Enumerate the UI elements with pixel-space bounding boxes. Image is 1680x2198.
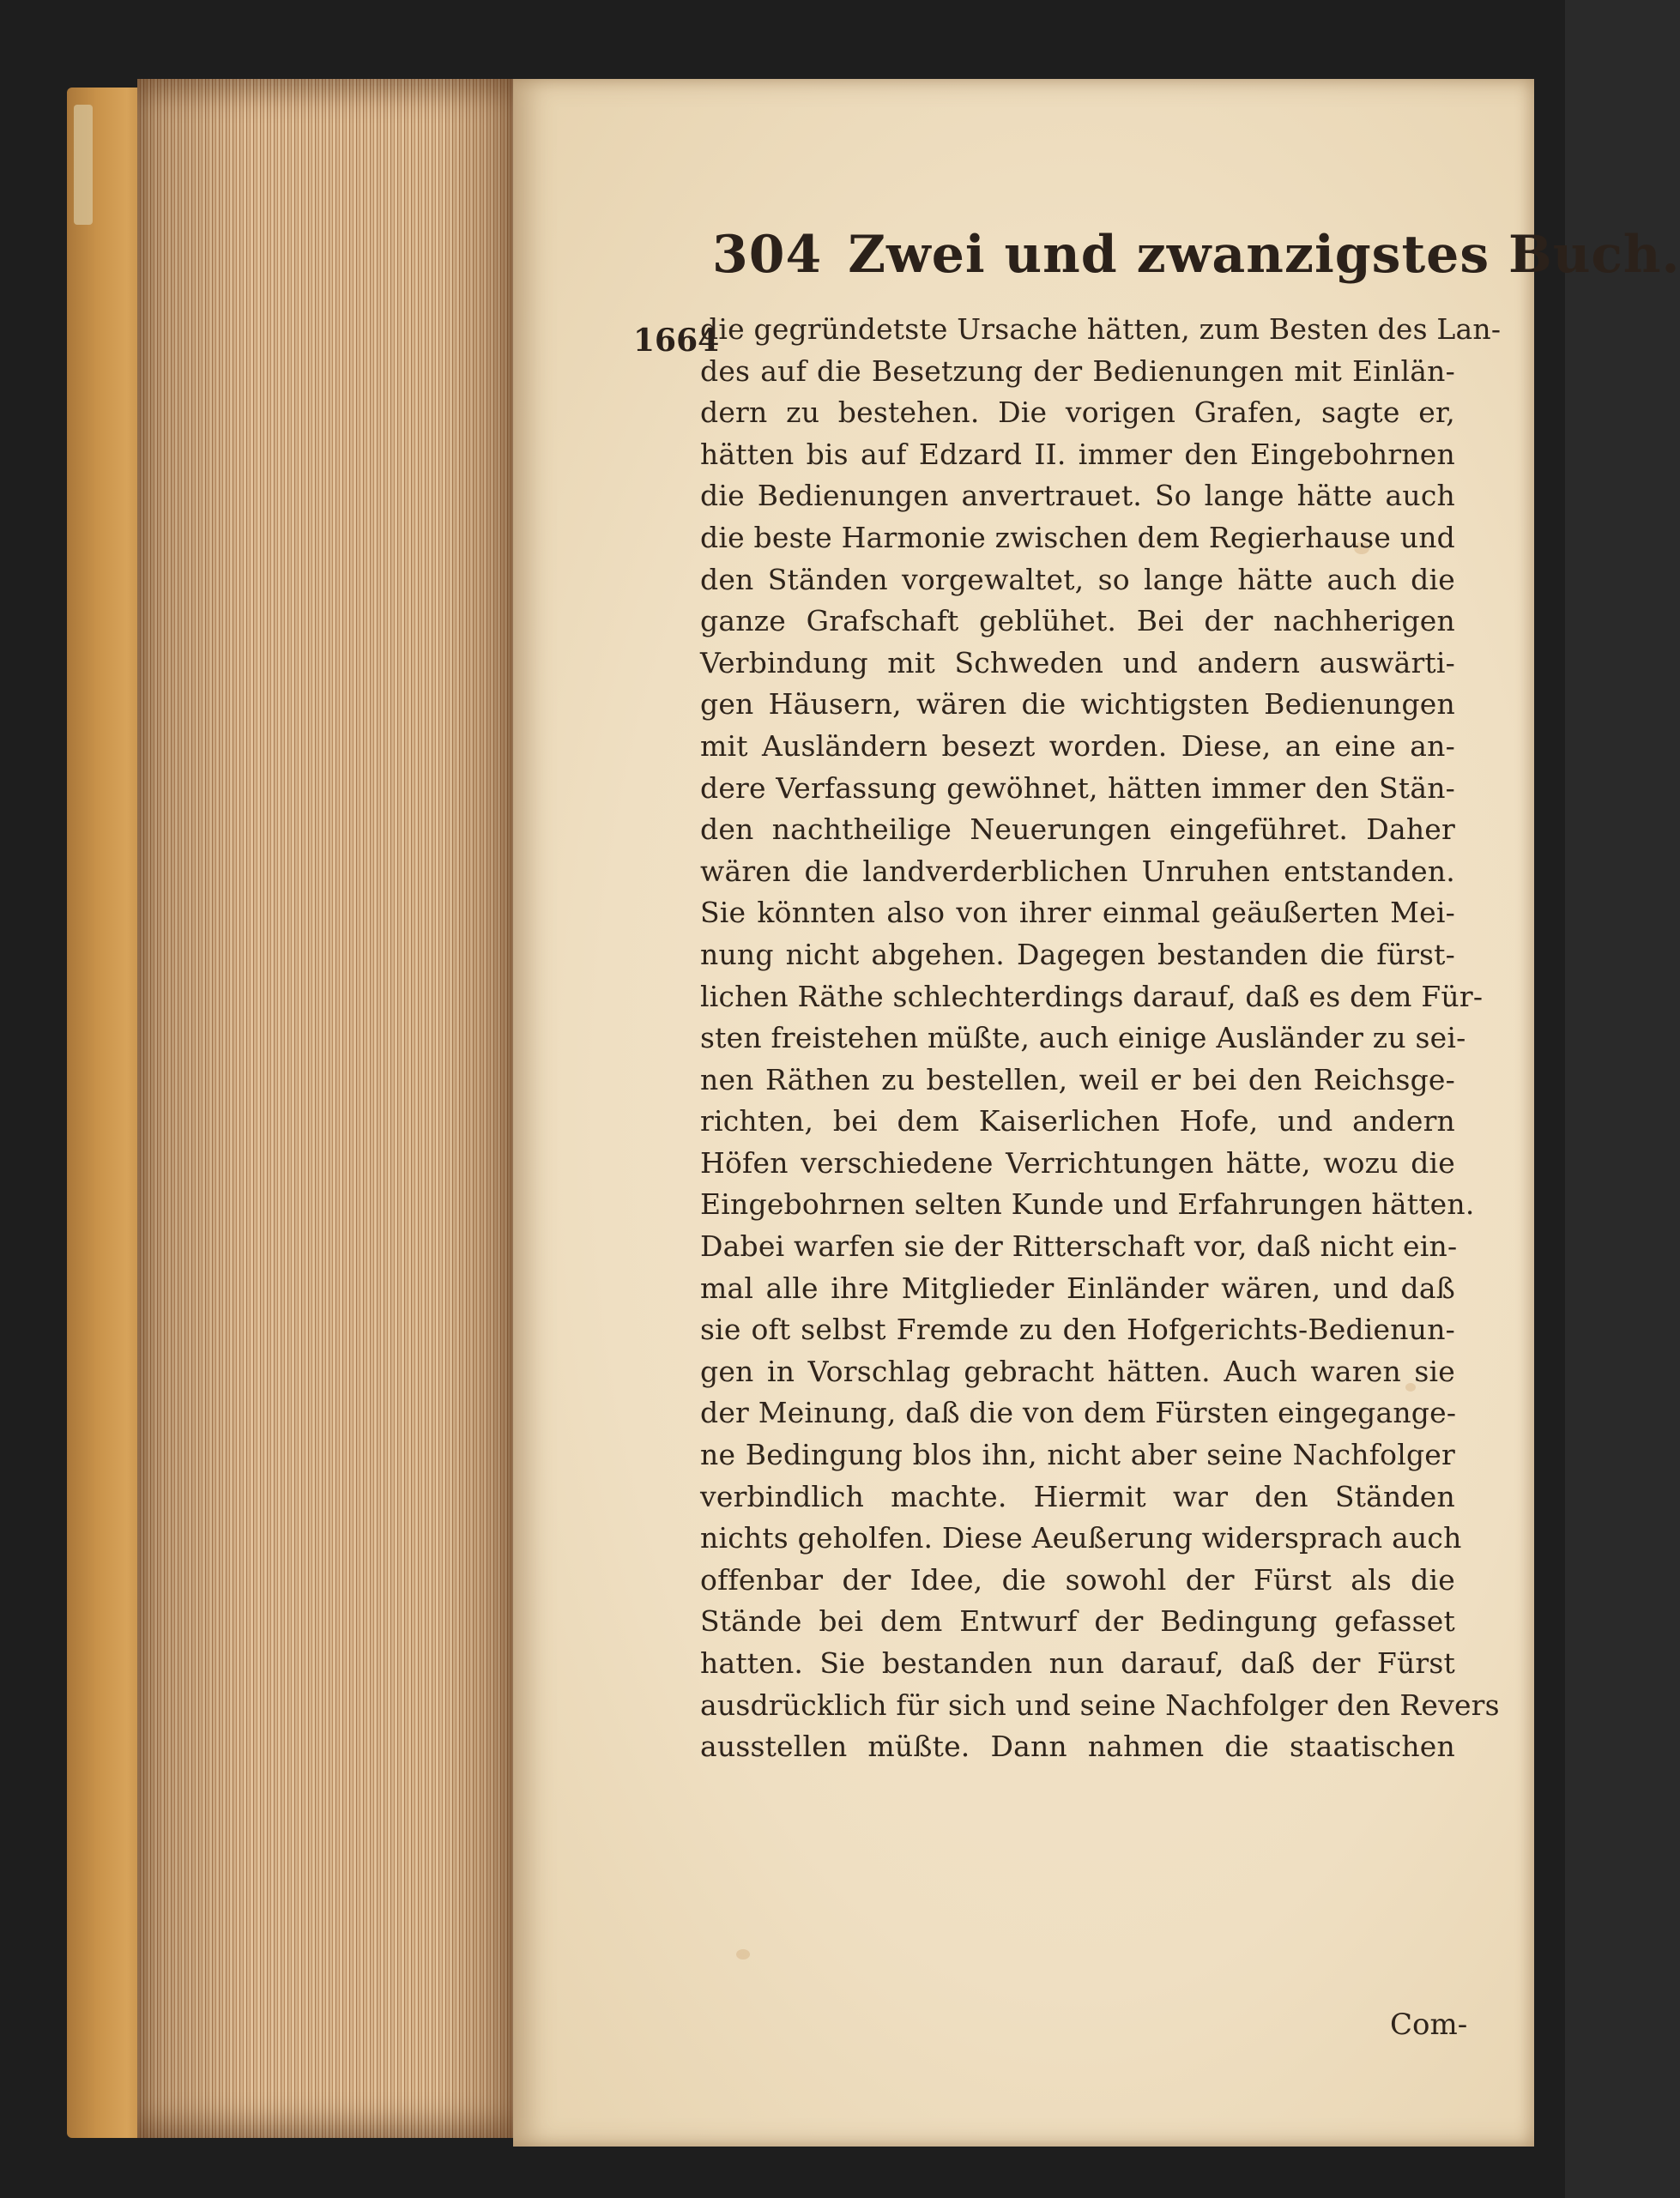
text-line: hatten. Sie bestanden nun darauf, daß der Fürst [700, 1646, 1455, 1680]
text-line: lichen Räthe schlechterdings darauf, daß es dem Für- [700, 979, 1484, 1013]
text-line: sie oft selbst Fremde zu den Hofgerichts-Bedienun- [700, 1313, 1455, 1347]
text-line: gen Häusern, wären die wichtigsten Bedienungen [700, 687, 1455, 722]
text-line: verbindlich machte. Hiermit war den Ständen [700, 1479, 1455, 1513]
text-line: der Meinung, daß die von dem Fürsten eingegange- [700, 1396, 1457, 1430]
body-text [700, 309, 1502, 1768]
page-fore-edge-shadow [137, 79, 515, 2138]
foxing-spot [736, 1949, 750, 1959]
text-line: Stände bei dem Entwurf der Bedingung gefasset [700, 1604, 1455, 1639]
text-line: mit Ausländern besezt worden. Diese, an eine an- [700, 728, 1455, 763]
text-line: wären die landverderblichen Unruhen entstanden. [700, 854, 1455, 888]
text-line: nichts geholfen. Diese Aeußerung widersprach auch [700, 1521, 1462, 1555]
cover-wear-mark [74, 105, 93, 225]
text-line: den Ständen vorgewaltet, so lange hätte auch die [700, 562, 1455, 596]
text-line: Eingebohrnen selten Kunde und Erfahrungen hätten. [700, 1187, 1475, 1222]
text-line: nung nicht abgehen. Dagegen bestanden die fürst- [700, 937, 1455, 971]
text-line: ganze Grafschaft geblühet. Bei der nachherigen [700, 604, 1455, 638]
running-head-title: Zwei und zwanzigstes Buch. [848, 225, 1680, 285]
text-line: Verbindung mit Schweden und andern auswärti- [700, 645, 1455, 679]
text-line: die gegründetste Ursache hätten, zum Besten des Lan- [700, 312, 1502, 346]
catchword: Com- [1390, 2008, 1468, 2042]
text-line: sten freistehen müßte, auch einige Ausländer zu sei- [700, 1021, 1466, 1055]
text-line: dern zu bestehen. Die vorigen Grafen, sagte er, [700, 396, 1455, 430]
text-line: die Bedienungen anvertrauet. So lange hätte auch [700, 479, 1455, 513]
text-line: richten, bei dem Kaiserlichen Hofe, und andern [700, 1104, 1455, 1138]
margin-year-note: 1664 [633, 323, 720, 359]
running-header [712, 225, 1680, 293]
text-line: ne Bedingung blos ihn, nicht aber seine Nachfolger [700, 1438, 1455, 1472]
text-line: den nachtheilige Neuerungen eingeführet. Daher [700, 812, 1455, 847]
text-line: dere Verfassung gewöhnet, hätten immer den Stän- [700, 770, 1455, 805]
text-line: offenbar der Idee, die sowohl der Fürst als die [700, 1562, 1455, 1597]
text-line: hätten bis auf Edzard II. immer den Eingebohrnen [700, 437, 1455, 471]
page-number: 304 [712, 225, 823, 285]
text-line: nen Räthen zu bestellen, weil er bei den Reichsge- [700, 1062, 1455, 1096]
text-line: gen in Vorschlag gebracht hätten. Auch waren sie [700, 1354, 1455, 1388]
text-line: des auf die Besetzung der Bedienungen mit Einlän- [700, 353, 1455, 388]
text-line: Sie könnten also von ihrer einmal geäußerten Mei- [700, 896, 1455, 930]
text-line: Höfen verschiedene Verrichtungen hätte, wozu die [700, 1145, 1455, 1180]
text-line: ausstellen müßte. Dann nahmen die staatischen [700, 1730, 1455, 1764]
text-line: Dabei warfen sie der Ritterschaft vor, daß nicht ein- [700, 1229, 1458, 1264]
text-line: die beste Harmonie zwischen dem Regierhause und [700, 520, 1455, 554]
text-line: ausdrücklich für sich und seine Nachfolger den Revers [700, 1688, 1500, 1722]
text-line: mal alle ihre Mitglieder Einländer wären, und daß [700, 1271, 1455, 1305]
